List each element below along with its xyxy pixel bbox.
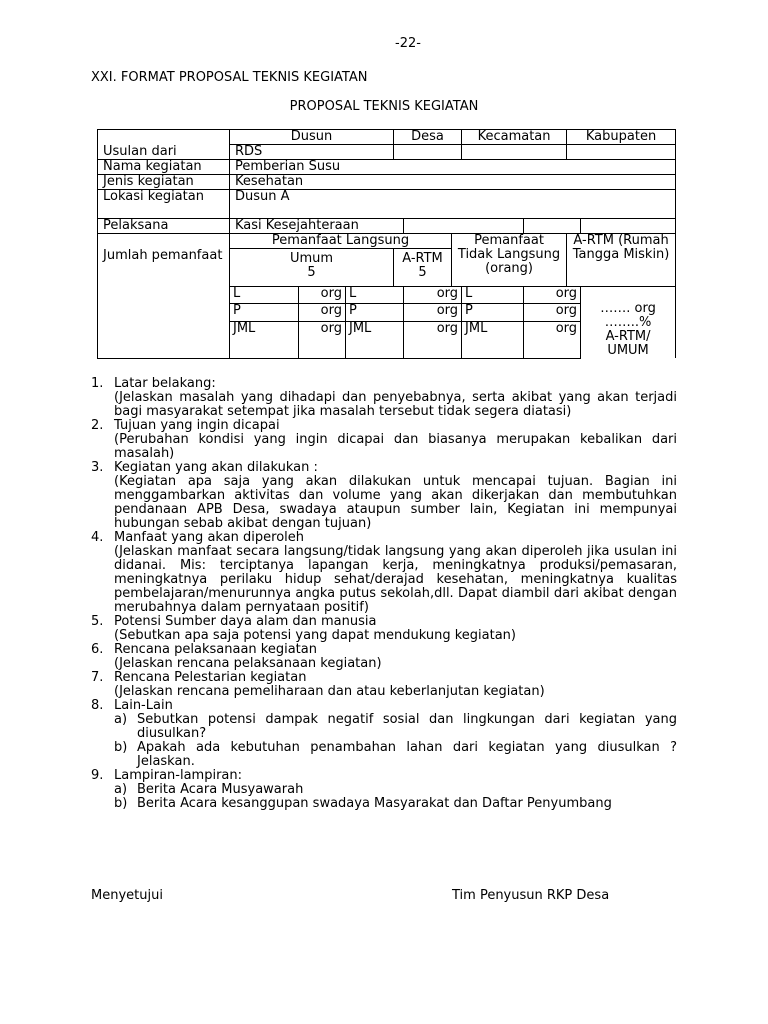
item-description: (Perubahan kondisi yang ingin dicapai dan biasanya merupakan kebalikan dari masalah) (114, 432, 677, 461)
usulan-value: RDS (230, 145, 394, 160)
list-item: 4. Manfaat yang akan diperoleh (Jelaskan manfaat secara langsung/tidak langsung yang akan diperoleh jika usulan ini didanai. Mis: terciptanya lapangan kerja, meningkatnya produksi/pemasaran, meningkatnya perilaku hidup sehat/derajad kesehatan, meningkatnya kualitas pembelajaran/menurunnya angka putus sekolah,dll. Dapat diambil dari akibat dengan merubahnya dalam pernyataan positif) (91, 530, 677, 615)
list-item: 3. Kegiatan yang akan dilakukan : (Kegiatan apa saja yang akan dilakukan untuk mencapai tujuan. Bagian ini menggambarkan aktivitas dan volume yang akan dikerjakan dan membutuhkan pendanaan APB Desa, swadaya ataupun sumber lain, Kegiatan ini mempunyai hubungan sebab akibat dengan tujuan) (91, 460, 677, 531)
approval-label: Menyetujui (91, 888, 163, 903)
langsung-jml-label: JML (230, 321, 299, 358)
item-title: Manfaat yang akan diperoleh (114, 530, 305, 545)
tidak-jml-label: JML (462, 321, 524, 358)
header-dusun: Dusun (230, 130, 394, 145)
tidak-l-label: L (462, 287, 524, 304)
artm-cell: A-RTM 5 (394, 249, 452, 287)
langsung-l-label: L (230, 287, 299, 304)
document-title: PROPOSAL TEKNIS KEGIATAN (289, 99, 479, 114)
pelaksana-value: Kasi Kesejahteraan (230, 219, 404, 234)
tidak-langsung-header: Pemanfaat Tidak Langsung (orang) (452, 234, 567, 287)
tidak-jml-org: org (524, 321, 581, 358)
langsung-header: Pemanfaat Langsung (230, 234, 452, 249)
langsung-l-org: org (299, 287, 346, 304)
page-number: -22- (395, 36, 421, 51)
jumlah-label: Jumlah pemanfaat (98, 234, 230, 359)
list-item: 9. Lampiran-lampiran: a) Berita Acara Musyawarah b) Berita Acara kesanggupan swadaya Masyarakat dan Daftar Penyumbang (91, 769, 677, 811)
item-description: (Jelaskan manfaat secara langsung/tidak langsung yang akan diperoleh jika usulan ini didanai. Mis: terciptanya lapangan kerja, meningkatnya produksi/pemasaran, meningkatnya perilaku hidup sehat/derajad kesehatan, meningkatnya kualitas pembelajaran/menurunnya angka putus sekolah,dll. Dapat diambil dari akibat dengan merubahnya dalam pernyataan positif) (114, 544, 677, 615)
item-title: Lain-Lain (114, 698, 173, 713)
header-empty-cell (98, 130, 230, 145)
item-description: (Jelaskan masalah yang dihadapi dan penyebabnya, serta akibat yang akan terjadi bagi masyarakat setempat jika masalah tersebut tidak segera diatasi) (114, 390, 677, 419)
artm-p-org: org (404, 304, 462, 321)
sub-item: a) Berita Acara Musyawarah (114, 782, 304, 797)
section-heading: XXI. FORMAT PROPOSAL TEKNIS KEGIATAN (91, 70, 368, 85)
list-item: 5. Potensi Sumber daya alam dan manusia (Sebutkan apa saja potensi yang dapat mendukung kegiatan) (91, 615, 677, 643)
item-title: Kegiatan yang akan dilakukan : (114, 460, 318, 475)
item-description: (Sebutkan apa saja potensi yang dapat mendukung kegiatan) (114, 628, 516, 643)
sub-item: a) Sebutkan potensi dampak negatif sosial dan lingkungan dari kegiatan yang diusulkan? (114, 712, 677, 741)
sub-item: b) Berita Acara kesanggupan swadaya Masyarakat dan Daftar Penyumbang (114, 796, 612, 811)
pelaksana-cell-2 (404, 219, 524, 234)
usulan-desa-cell (394, 145, 462, 160)
pelaksana-cell-3 (524, 219, 581, 234)
umum-cell: Umum 5 (230, 249, 394, 287)
usulan-kecamatan-cell (462, 145, 567, 160)
langsung-p-label: P (230, 304, 299, 321)
langsung-jml-org: org (299, 321, 346, 358)
list-item: 8. Lain-Lain a) Sebutkan potensi dampak negatif sosial dan lingkungan dari kegiatan yang diusulkan? b) Apakah ada kebutuhan penambahan lahan dari kegiatan yang diusulkan ? Jelaskan. (91, 698, 677, 769)
item-description: (Jelaskan rencana pemeliharaan dan atau keberlanjutan kegiatan) (114, 684, 545, 699)
item-title: Potensi Sumber daya alam dan manusia (114, 614, 377, 629)
artm-summary (581, 287, 676, 359)
usulan-kabupaten-cell (567, 145, 676, 160)
proposal-items-list (91, 377, 677, 811)
proposal-form-table (97, 129, 676, 359)
artm-p-label: P (346, 304, 404, 321)
item-title: Rencana Pelestarian kegiatan (114, 670, 307, 685)
artm-l-org: org (404, 287, 462, 304)
jenis-label: Jenis kegiatan (98, 175, 230, 190)
list-item: 2. Tujuan yang ingin dicapai (Perubahan kondisi yang ingin dicapai dan biasanya merupakan kebalikan dari masalah) (91, 418, 677, 461)
jenis-value: Kesehatan (230, 175, 676, 190)
pelaksana-label: Pelaksana (98, 219, 230, 234)
nama-label: Nama kegiatan (98, 160, 230, 175)
header-kecamatan: Kecamatan (462, 130, 567, 145)
artm-org: ……. org (600, 301, 656, 316)
list-item: 6. Rencana pelaksanaan kegiatan (Jelaskan rencana pelaksanaan kegiatan) (91, 643, 677, 671)
artm-jml-label: JML (346, 321, 404, 358)
list-item: 1. Latar belakang: (Jelaskan masalah yang dihadapi dan penyebabnya, serta akibat yang akan terjadi bagi masyarakat setempat jika masalah tersebut tidak segera diatasi) (91, 376, 677, 419)
artm-ratio: A-RTM/ UMUM (605, 329, 651, 358)
tidak-p-label: P (462, 304, 524, 321)
item-title: Rencana pelaksanaan kegiatan (114, 642, 317, 657)
item-title: Latar belakang: (114, 376, 216, 391)
tidak-p-org: org (524, 304, 581, 321)
item-description: (Kegiatan apa saja yang akan dilakukan untuk mencapai tujuan. Bagian ini menggambarkan aktivitas dan volume yang akan dikerjakan dan membutuhkan pendanaan APB Desa, swadaya ataupun sumber lain, Kegiatan ini mempunyai hubungan sebab akibat dengan tujuan) (114, 474, 677, 531)
artm-header: A-RTM (Rumah Tangga Miskin) (567, 234, 676, 287)
usulan-label: Usulan dari (98, 145, 230, 160)
pelaksana-cell-4 (581, 219, 676, 234)
langsung-p-org: org (299, 304, 346, 321)
item-title: Tujuan yang ingin dicapai (114, 418, 280, 433)
item-description: (Jelaskan rencana pelaksanaan kegiatan) (114, 656, 382, 671)
artm-l-label: L (346, 287, 404, 304)
artm-jml-org: org (404, 321, 462, 358)
list-item: 7. Rencana Pelestarian kegiatan (Jelaskan rencana pemeliharaan dan atau keberlanjutan kegiatan) (91, 671, 677, 699)
nama-value: Pemberian Susu (230, 160, 676, 175)
team-label: Tim Penyusun RKP Desa (452, 888, 610, 903)
item-title: Lampiran-lampiran: (114, 768, 243, 783)
tidak-l-org: org (524, 287, 581, 304)
header-kabupaten: Kabupaten (567, 130, 676, 145)
lokasi-label: Lokasi kegiatan (98, 190, 230, 219)
header-desa: Desa (394, 130, 462, 145)
sub-item: b) Apakah ada kebutuhan penambahan lahan dari kegiatan yang diusulkan ? Jelaskan. (114, 740, 677, 769)
lokasi-value: Dusun A (230, 190, 676, 219)
artm-pct: ……..% (604, 315, 652, 330)
